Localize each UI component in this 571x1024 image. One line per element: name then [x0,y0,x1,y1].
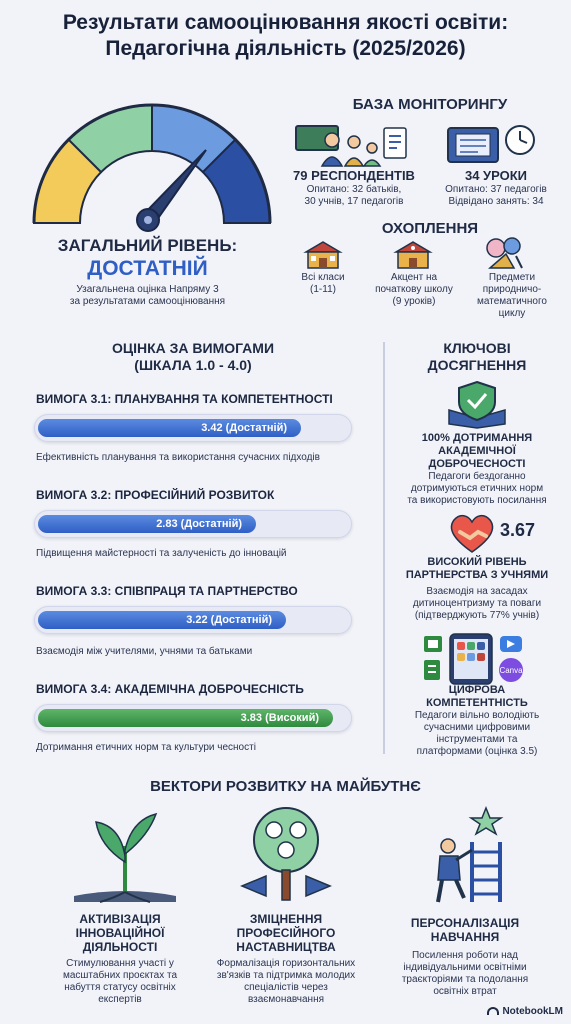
requirement-4-fill: 3.83 (Високий) [38,709,333,727]
mentorship-tree-icon [236,806,336,906]
digital-tools-icon [422,632,528,686]
future-heading: ВЕКТОРИ РОЗВИТКУ НА МАЙБУТНЄ [150,778,421,795]
page-title: Результати самооцінювання якості освіти: Педагогічна діяльність (2025/2026) [62,11,509,60]
requirements-heading: ОЦІНКА ЗА ВИМОГАМИ (ШКАЛА 1.0 - 4.0) [111,340,275,373]
teachers-icon [292,122,412,166]
requirement-3-bar [34,606,352,634]
sprout-icon [70,806,180,906]
column-divider [383,342,385,754]
requirement-4-bar [34,704,352,732]
future-item-mentorship: ЗМІЦНЕННЯ ПРОФЕСІЙНОГО НАСТАВНИЦТВА Формалізація горизонтальних зв'язків та підтримка молодих спеціалістів через взаємонавчання [216,912,356,1005]
lessons-block: 34 УРОКИ Опитано: 37 педагогів Відвідано занять: 34 [445,168,547,207]
gauge-label: ЗАГАЛЬНИЙ РІВЕНЬ: [57,236,238,255]
achievements-heading: КЛЮЧОВІ ДОСЯГНЕННЯ [427,340,527,373]
requirement-3-desc: Взаємодія між учителями, учнями та батьками [36,646,253,657]
requirement-4-title: ВИМОГА 3.4: АКАДЕМІЧНА ДОБРОЧЕСНІСТЬ [36,682,304,696]
achievement-digital: ЦИФРОВА КОМПЕТЕНТНІСТЬ Педагоги вільно володіють сучасними цифровими інструментами та платформами (оцінка 3.5) [414,684,540,757]
coverage-item-all-classes: Всі класи (1-11) [301,272,345,295]
gauge-chart [20,98,285,238]
coverage-item-primary: Акцент на початковy школу (9 уроків) [375,272,453,307]
gauge-value: ДОСТАТНІЙ [87,257,208,280]
achievement-partnership: ВИСОКИЙ РІВЕНЬ ПАРТНЕРСТВА З УЧНЯМИ Взаємодія на засадах дитиноцентризму та поваги (підтверджують 77% учнів) [405,556,549,621]
partnership-score: 3.67 [500,520,536,540]
requirement-2-bar [34,510,352,538]
requirement-1-title: ВИМОГА 3.1: ПЛАНУВАННЯ ТА КОМПЕТЕНТНОСТІ [36,392,333,406]
requirement-2-title: ВИМОГА 3.2: ПРОФЕСІЙНИЙ РОЗВИТОК [36,488,275,502]
primary-school-icon [394,240,432,270]
heart-handshake-icon [448,512,496,554]
notebooklm-logo-icon [487,1007,499,1015]
notebook-clock-icon [446,122,540,166]
requirement-1-desc: Ефективність планування та використання сучасних підходів [36,452,320,463]
gauge-desc: Узагальнена оцінка Напряму 3 за результатами самооцінювання [69,284,226,307]
brand-footer: NotebookLM [487,1006,563,1017]
canva-label: Canva [499,666,523,675]
requirement-3-title: ВИМОГА 3.3: СПІВПРАЦЯ ТА ПАРТНЕРСТВО [36,584,298,598]
coverage-heading: ОХОПЛЕННЯ [381,220,479,237]
requirement-1-fill: 3.42 (Достатній) [38,419,301,437]
science-math-icon [484,236,524,270]
future-item-innovation: АКТИВІЗАЦІЯ ІННОВАЦІЙНОЇ ДІЯЛЬНОСТІ Стимулювання участі у масштабних проєктах та набуття статусу освітніх експертів [62,912,178,1005]
requirement-2-fill: 2.83 (Достатній) [38,515,256,533]
school-icon [304,240,342,270]
respondents-block: 79 РЕСПОНДЕНТІВ Опитано: 32 батьків, 30 учнів, 17 педагогів [293,168,415,207]
requirement-3-fill: 3.22 (Достатній) [38,611,286,629]
coverage-item-stem: Предмети природничо- математичного циклу [477,272,547,319]
requirement-2-desc: Підвищення майстерності та залученість до інновацій [36,548,287,559]
ladder-star-icon [408,806,518,906]
requirement-1-bar [34,414,352,442]
future-item-personalization: ПЕРСОНАЛІЗАЦІЯ НАВЧАННЯ Посилення роботи над індивідуальними освітніми траєкторіями та подолання освітніх втрат [401,916,529,997]
monitoring-heading: БАЗА МОНІТОРИНГУ [352,96,508,113]
achievement-integrity: 100% ДОТРИМАННЯ АКАДЕМІЧНОЇ ДОБРОЧЕСНОСТІ Педагоги бездоганно дотримуються етичних норм та використовують посилання [407,432,547,506]
shield-book-icon [447,380,509,428]
requirement-4-desc: Дотримання етичних норм та культури чесності [36,742,256,753]
